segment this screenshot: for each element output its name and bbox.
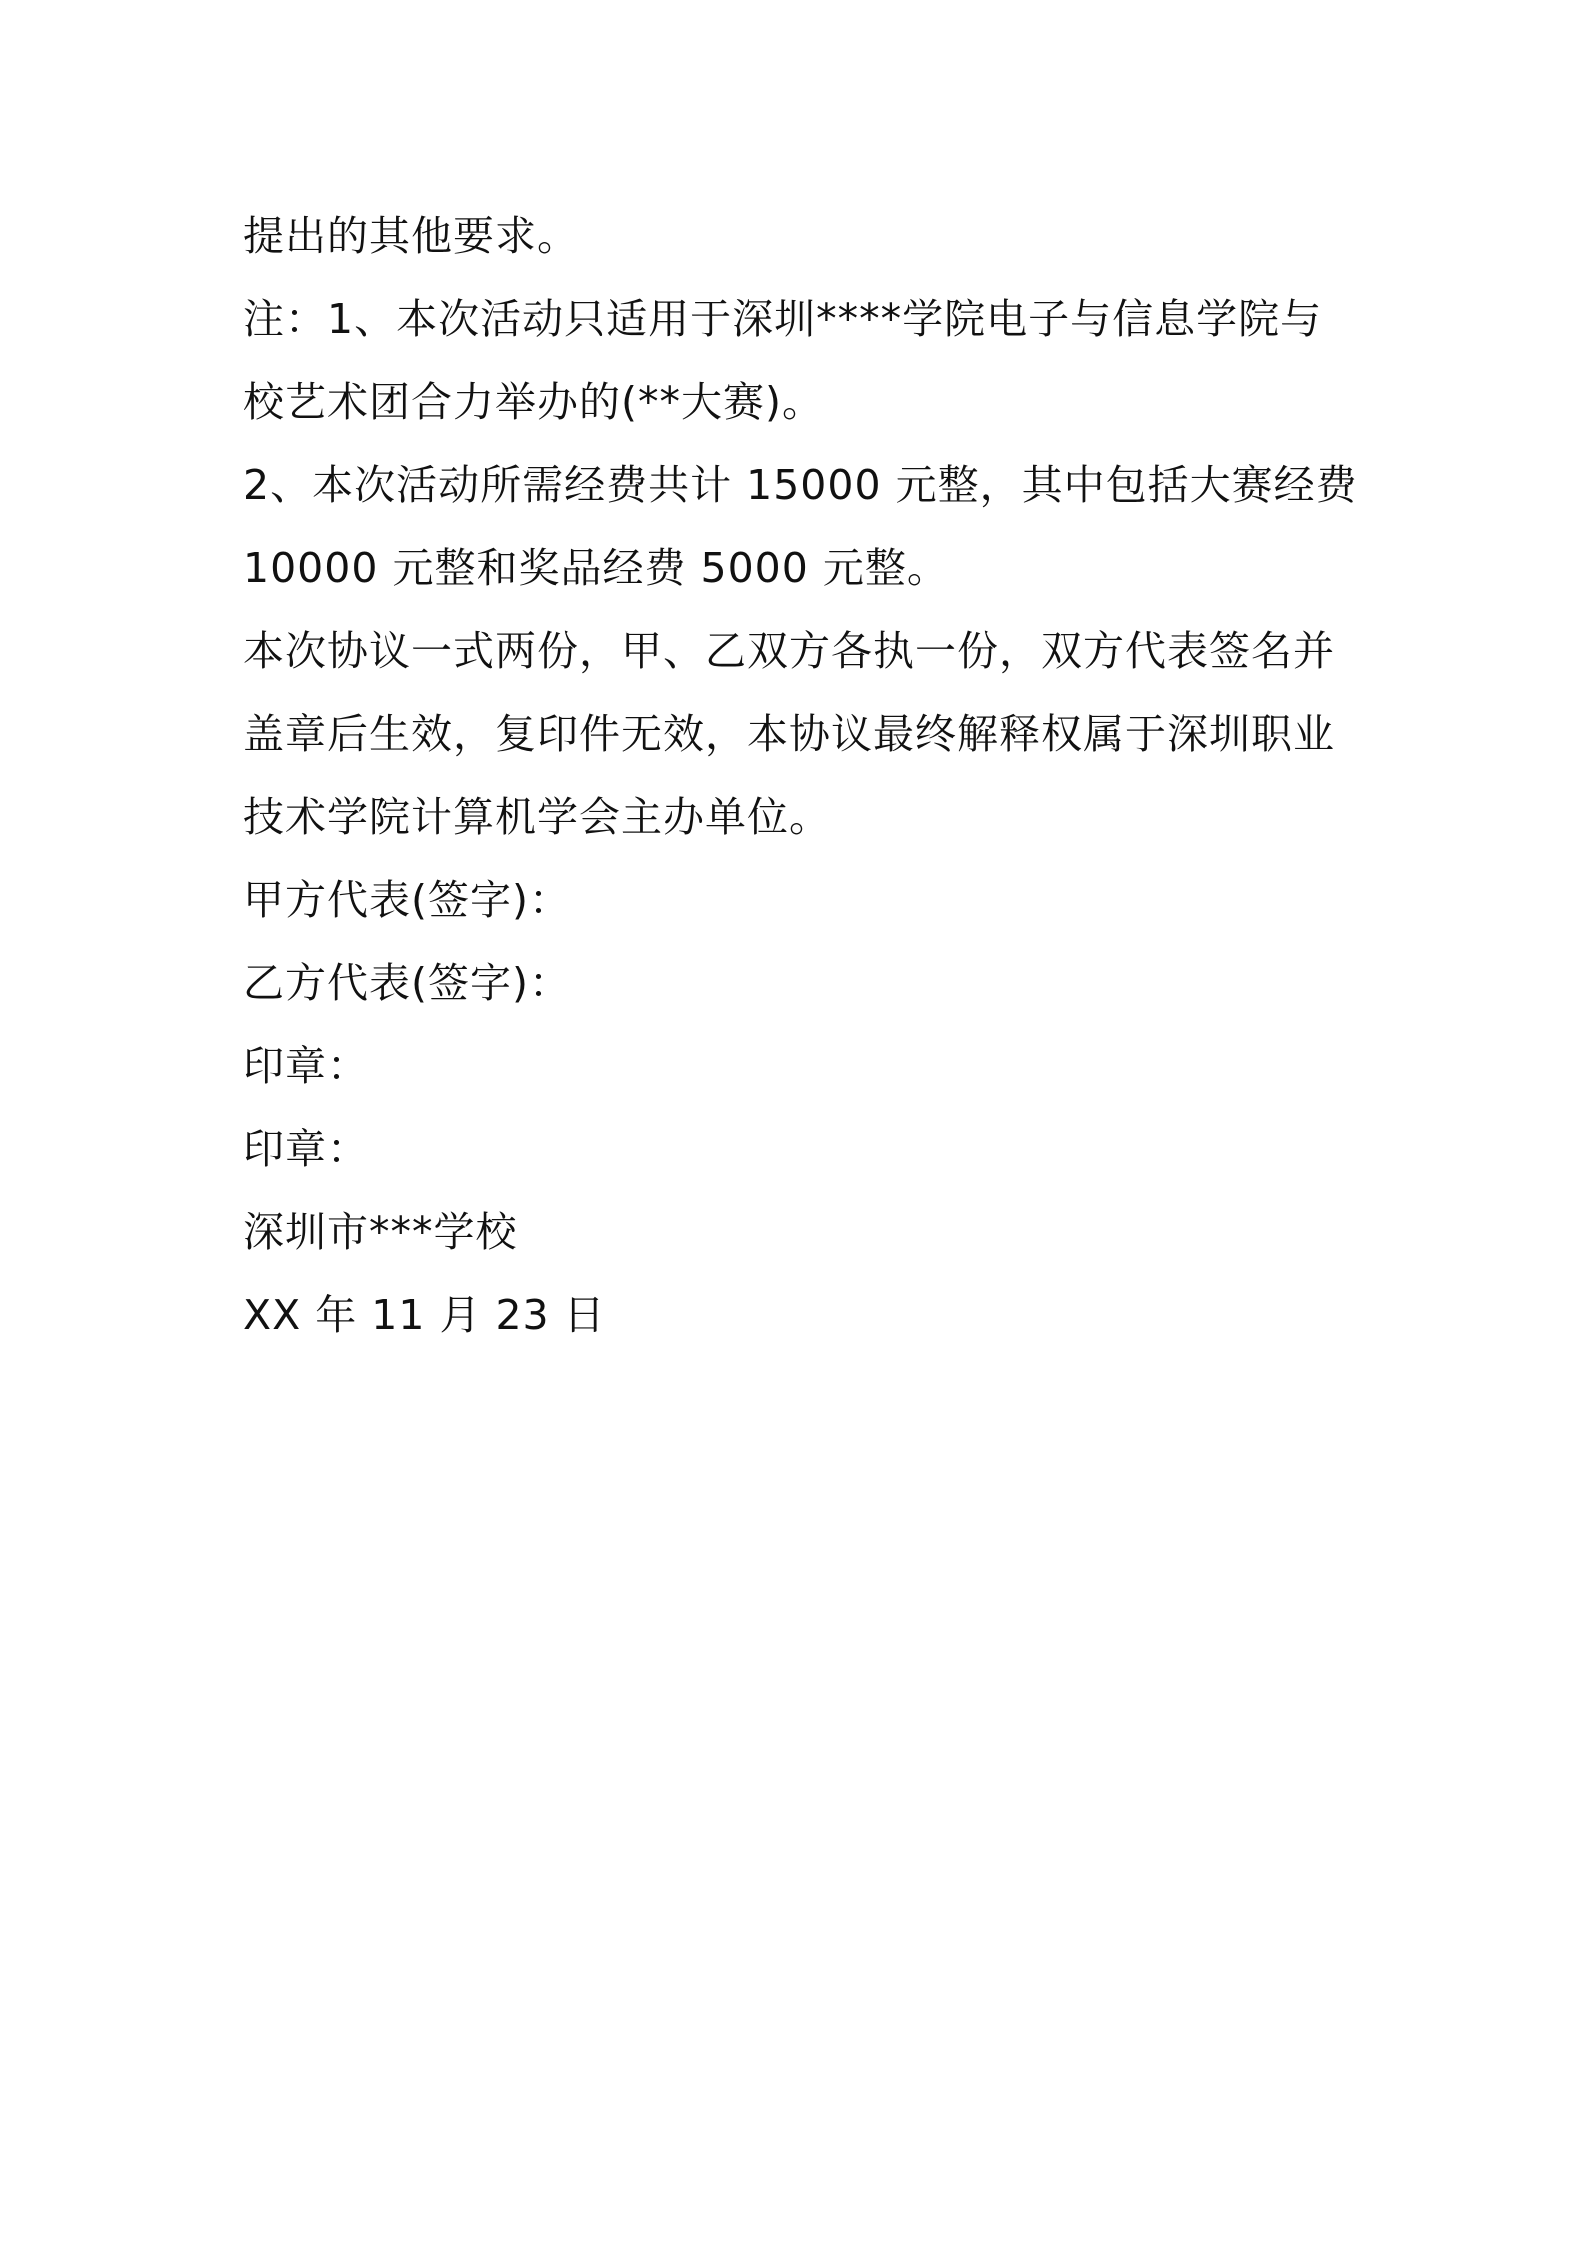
note-line-1: 注：1、本次活动只适用于深圳****学院电子与信息学院与 [243, 295, 1323, 343]
party-a-signature-label: 甲方代表(签字)： [243, 876, 571, 924]
paragraph-line-other-requirements: 提出的其他要求。 [243, 212, 579, 260]
agreement-terms-line-3: 技术学院计算机学会主办单位。 [243, 793, 831, 841]
school-name: 深圳市***学校 [243, 1208, 518, 1256]
agreement-terms-line-1: 本次协议一式两份，甲、乙双方各执一份，双方代表签名并 [243, 627, 1335, 675]
party-b-signature-label: 乙方代表(签字)： [243, 959, 571, 1007]
note-line-2-continued: 10000 元整和奖品经费 5000 元整。 [243, 544, 949, 592]
seal-label-2: 印章： [243, 1125, 369, 1173]
agreement-terms-line-2: 盖章后生效，复印件无效，本协议最终解释权属于深圳职业 [243, 710, 1335, 758]
document-date: XX 年 11 月 23 日 [243, 1291, 606, 1339]
seal-label-1: 印章： [243, 1042, 369, 1090]
document-body [243, 195, 1358, 1357]
note-line-2: 2、本次活动所需经费共计 15000 元整，其中包括大赛经费 [243, 461, 1358, 509]
note-line-1-continued: 校艺术团合力举办的(**大赛)。 [243, 378, 824, 426]
